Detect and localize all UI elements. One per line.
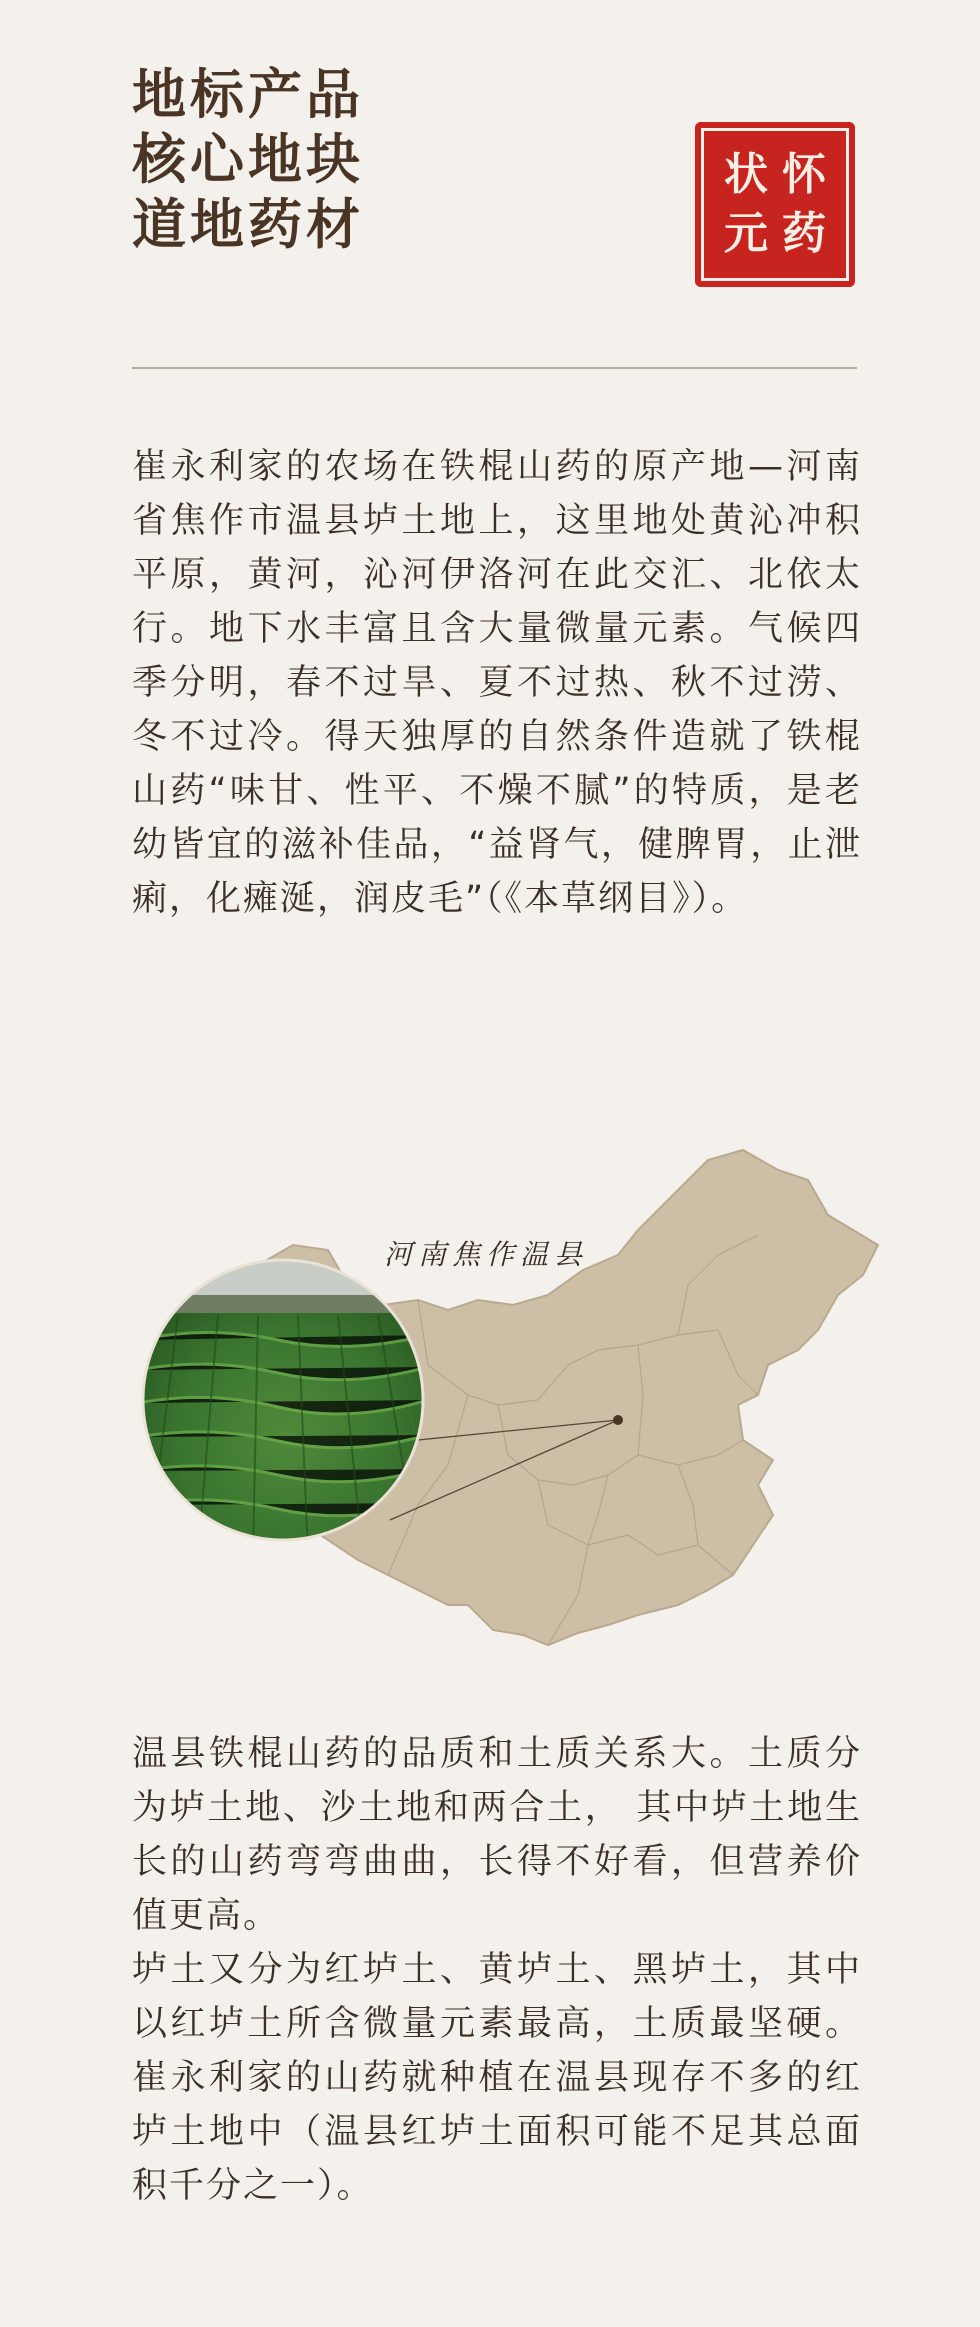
closing-section (132, 1727, 862, 2213)
seal-char-3: 状 (724, 148, 768, 200)
closing-paragraph-1: 温县铁棍山药的品质和土质关系大。土质分为垆土地、沙土地和两合土， 其中垆土地生长的山药弯弯曲曲，长得不好看，但营养价值更高。 (132, 1734, 862, 1936)
page-heading (132, 62, 364, 257)
seal-characters (717, 146, 833, 264)
seal-char-4: 元 (724, 207, 768, 259)
heading-line-3: 道地药材 (132, 193, 364, 256)
closing-paragraph-2: 垆土又分为红垆土、黄垆土、黑垆土，其中以红垆土所含微量元素最高，土质最坚硬。崔永利家的山药就种植在温县现存不多的红垆土地中（温县红垆土面积可能不足其总面积千分之一）。 (132, 1950, 862, 2206)
location-marker (613, 1415, 623, 1425)
map-svg (118, 1135, 880, 1673)
china-map-illustration (118, 1135, 880, 1673)
section-divider (132, 367, 857, 369)
intro-paragraph: 崔永利家的农场在铁棍山药的原产地—河南省焦作市温县垆土地上，这里地处黄沁冲积平原，黄河，沁河伊洛河在此交汇、北依太行。地下水丰富且含大量微量元素。气候四季分明，春不过旱、夏不过热、秋不过涝、冬不过冷。得天独厚的自然条件造就了铁棍山药“味甘、性平、不燥不腻”的特质，是老幼皆宜的滋补佳品，“益肾气，健脾胃，止泄痢，化瘫涎，润皮毛”（《本草纲目》）。 (132, 447, 862, 919)
seal-stamp (695, 122, 855, 287)
map-caption: 河南焦作温县 (384, 1238, 589, 1271)
heading-line-2: 核心地块 (132, 128, 364, 191)
heading-line-1: 地标产品 (132, 63, 364, 126)
seal-char-2: 药 (782, 207, 826, 259)
seal-char-1: 怀 (782, 148, 826, 200)
